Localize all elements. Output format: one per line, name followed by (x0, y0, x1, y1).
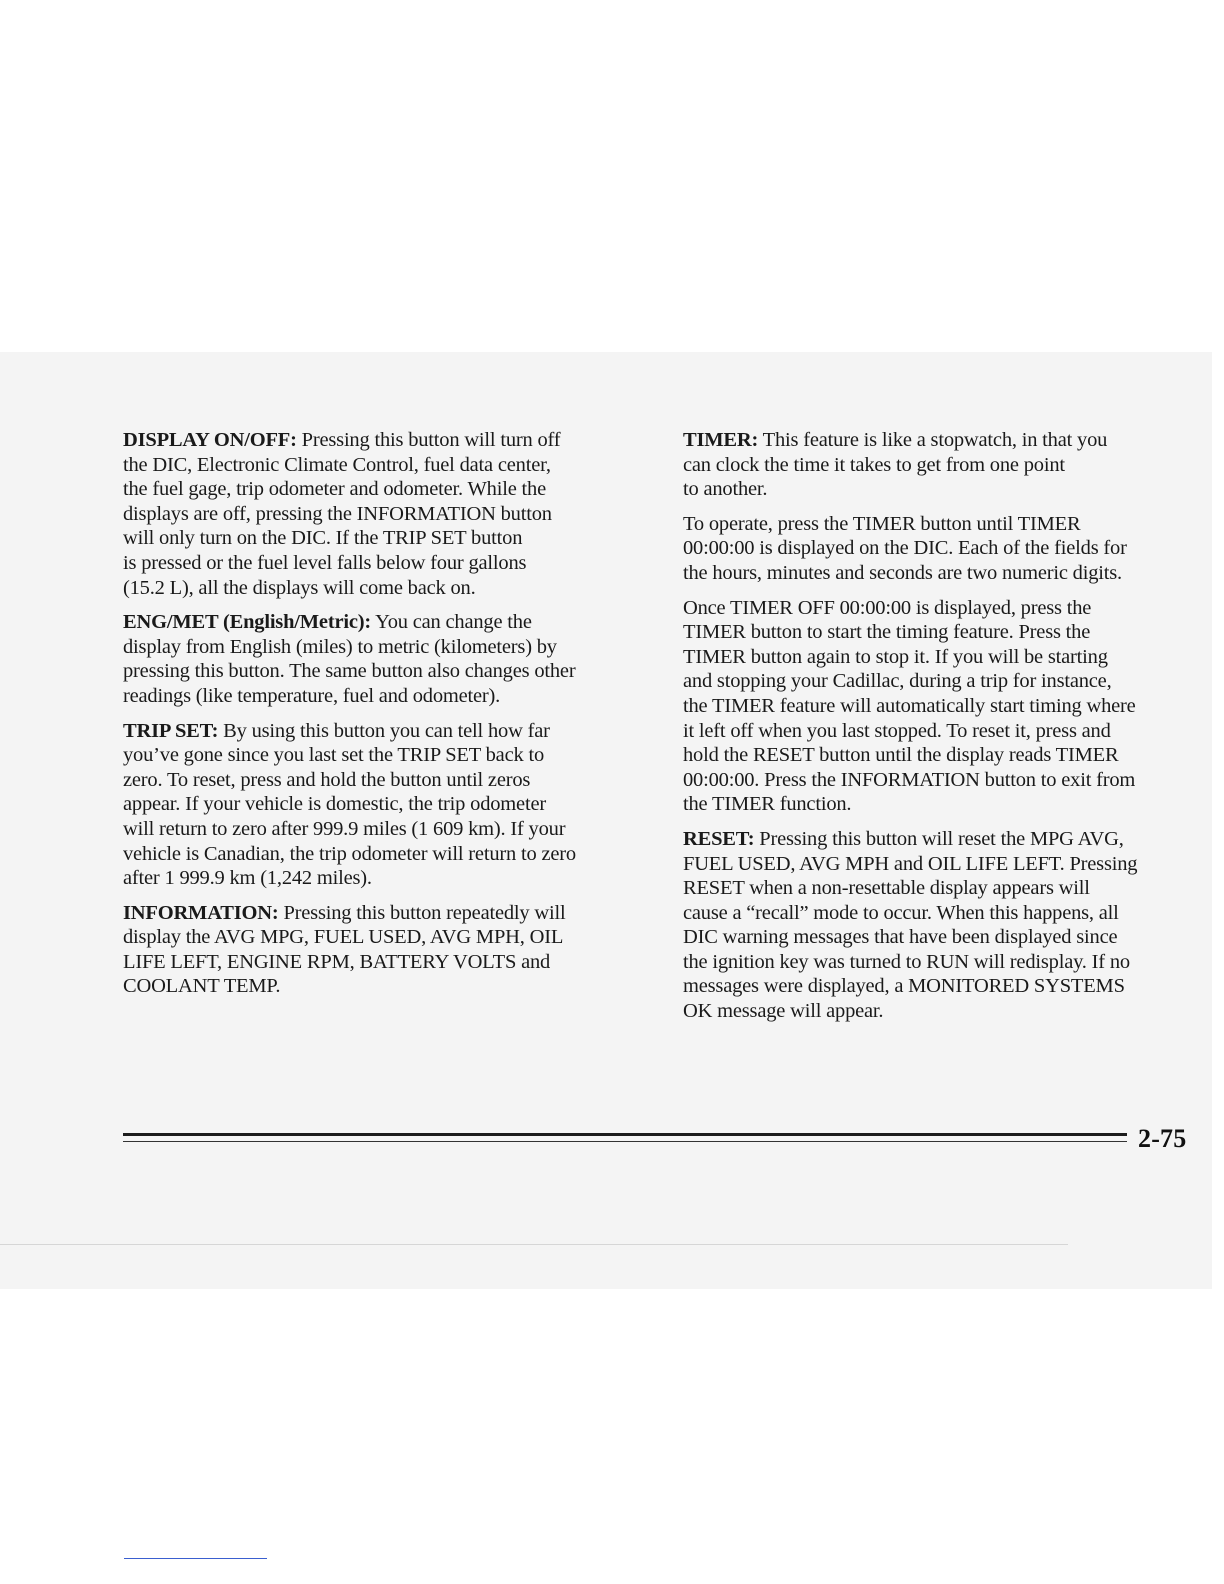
text-line: after 1 999.9 km (1,242 miles). (123, 867, 372, 890)
text-line: the ignition key was turned to RUN will redisplay. If no (683, 950, 1130, 973)
text-segment: Pressing this button repeatedly will (278, 901, 566, 924)
text-line: will return to zero after 999.9 miles (1 609 km). If your (123, 817, 566, 840)
text-line: displays are off, pressing the INFORMATION button (123, 502, 552, 525)
text-line: the TIMER feature will automatically start timing where (683, 694, 1136, 717)
paragraph-eng-met (123, 610, 648, 708)
text-line: will only turn on the DIC. If the TRIP SET button (123, 527, 523, 550)
term-information: INFORMATION: (123, 901, 279, 924)
text-line: the DIC, Electronic Climate Control, fuel data center, (123, 453, 551, 476)
bottom-blue-mark (124, 1558, 267, 1559)
text-line: messages were displayed, a MONITORED SYSTEMS (683, 975, 1125, 998)
term-display-on-off: DISPLAY ON/OFF: (123, 429, 297, 451)
text-line: pressing this button. The same button also changes other (123, 660, 576, 683)
scan-edge-line (0, 1244, 1068, 1245)
term-trip-set: TRIP SET: (123, 719, 219, 742)
text-line: RESET when a non-resettable display appears will (683, 877, 1090, 900)
text-line (683, 827, 1198, 852)
footer-rule-thick (123, 1133, 1127, 1136)
page-number: 2-75 (1138, 1124, 1187, 1153)
text-line: the TIMER function. (683, 793, 852, 816)
paragraph-timer-usage (683, 596, 1198, 817)
text-line: you’ve gone since you last set the TRIP SET back to (123, 744, 544, 767)
text-line: FUEL USED, AVG MPH and OIL LIFE LEFT. Pressing (683, 852, 1138, 875)
text-segment: This feature is like a stopwatch, in that you (758, 429, 1108, 451)
text-line: hold the RESET button until the display reads TIMER (683, 744, 1119, 767)
text-line: DIC warning messages that have been displayed since (683, 926, 1118, 949)
text-line: and stopping your Cadillac, during a trip for instance, (683, 670, 1112, 693)
text-line: 00:00:00 is displayed on the DIC. Each of the fields for (683, 537, 1127, 560)
text-line: (15.2 L), all the displays will come back on. (123, 576, 476, 599)
text-line: to another. (683, 478, 768, 501)
text-line (123, 719, 648, 744)
paragraph-reset (683, 827, 1198, 1024)
term-reset: RESET: (683, 827, 755, 850)
left-column (123, 428, 648, 1009)
text-line: appear. If your vehicle is domestic, the trip odometer (123, 793, 546, 816)
right-column (683, 428, 1198, 1034)
text-line: is pressed or the fuel level falls below four gallons (123, 551, 527, 574)
text-line: display from English (miles) to metric (kilometers) by (123, 635, 557, 658)
text-line: cause a “recall” mode to occur. When this happens, all (683, 901, 1119, 924)
text-line: TIMER button again to stop it. If you will be starting (683, 645, 1108, 668)
text-line: TIMER button to start the timing feature. Press the (683, 621, 1091, 644)
paragraph-trip-set (123, 719, 648, 891)
paragraph-display-on-off (123, 428, 648, 600)
text-line: vehicle is Canadian, the trip odometer will return to zero (123, 842, 576, 865)
text-segment: You can change the (371, 611, 532, 634)
paragraph-information (123, 901, 648, 999)
text-line (123, 428, 648, 453)
term-timer: TIMER: (683, 429, 759, 451)
footer-rule-thin (123, 1141, 1127, 1142)
text-segment: By using this button you can tell how far (218, 719, 550, 742)
text-line (123, 901, 648, 926)
text-line: 00:00:00. Press the INFORMATION button to exit from (683, 768, 1136, 791)
text-line: it left off when you last stopped. To reset it, press and (683, 719, 1111, 742)
text-line: LIFE LEFT, ENGINE RPM, BATTERY VOLTS and (123, 950, 551, 973)
text-line: the fuel gage, trip odometer and odometer. While the (123, 478, 546, 501)
text-line: display the AVG MPG, FUEL USED, AVG MPH, OIL (123, 926, 564, 949)
text-line: COOLANT TEMP. (123, 975, 281, 998)
text-line: To operate, press the TIMER button until TIMER (683, 512, 1081, 535)
text-segment: Pressing this button will reset the MPG AVG, (754, 827, 1124, 850)
paragraph-timer (683, 428, 1198, 502)
text-segment: Pressing this button will turn off (296, 429, 561, 451)
paragraph-timer-operate (683, 512, 1198, 586)
text-line (123, 610, 648, 635)
text-line: Once TIMER OFF 00:00:00 is displayed, press the (683, 596, 1092, 619)
text-line: OK message will appear. (683, 1000, 884, 1023)
text-line: zero. To reset, press and hold the button until zeros (123, 768, 531, 791)
text-line (683, 428, 1198, 453)
text-line: the hours, minutes and seconds are two numeric digits. (683, 561, 1122, 584)
text-line: readings (like temperature, fuel and odometer). (123, 684, 501, 707)
text-line: can clock the time it takes to get from one point (683, 453, 1065, 476)
term-eng-met: ENG/MET (English/Metric): (123, 611, 372, 634)
